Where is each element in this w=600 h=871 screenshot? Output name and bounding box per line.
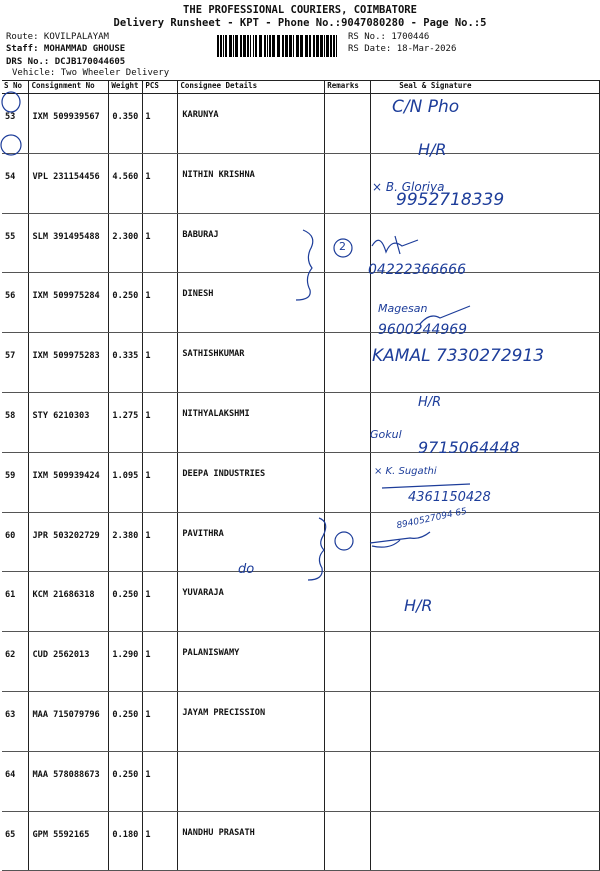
hw-phone-57: 04222366666 xyxy=(368,262,466,278)
circle-mark-53 xyxy=(2,92,20,112)
row-consignee: KARUNYA xyxy=(178,94,325,154)
row-consignment: IXM 509975284 xyxy=(29,273,109,333)
row-weight: 0.335 xyxy=(109,333,143,393)
row-weight: 2.380 xyxy=(109,512,143,572)
row-sno: 54 xyxy=(2,153,29,213)
header-weight: Weight xyxy=(109,81,143,94)
row-remarks xyxy=(325,811,371,871)
row-weight: 1.275 xyxy=(109,392,143,452)
hw-phone-61: 9715064448 xyxy=(418,438,520,457)
hw-phone-63: 8940527094 65 xyxy=(395,506,468,532)
row-pcs: 1 xyxy=(143,333,178,393)
row-consignee: DEEPA INDUSTRIES xyxy=(178,452,325,512)
row-pcs: 1 xyxy=(143,632,178,692)
row-consignment: KCM 21686318 xyxy=(29,572,109,632)
circle-mark-54 xyxy=(1,135,21,155)
hw-phone-62: 4361150428 xyxy=(408,490,491,505)
row-consignee: YUVARAJA xyxy=(178,572,325,632)
row-pcs: 1 xyxy=(143,213,178,273)
rs-date: RS Date: 18-Mar-2026 xyxy=(348,44,457,54)
row-sno: 58 xyxy=(2,392,29,452)
header-consignment: Consignment No xyxy=(29,81,109,94)
staff-label: Staff: MOHAMMAD GHOUSE xyxy=(6,44,126,54)
row-sno: 57 xyxy=(2,333,29,393)
table-row xyxy=(2,811,600,871)
hw-consignee-64: do xyxy=(238,562,255,577)
hw-sig-61: Gokul xyxy=(370,428,402,441)
row-sno: 61 xyxy=(2,572,29,632)
row-consignment: VPL 231154456 xyxy=(29,153,109,213)
row-weight: 1.095 xyxy=(109,452,143,512)
row-sno: 55 xyxy=(2,213,29,273)
row-weight: 0.250 xyxy=(109,273,143,333)
row-weight: 0.250 xyxy=(109,572,143,632)
brace-mark-56-57 xyxy=(296,230,313,300)
row-consignee: DINESH xyxy=(178,273,325,333)
row-consignee: NITHYALAKSHMI xyxy=(178,392,325,452)
row-consignee: NANDHU PRASATH xyxy=(178,811,325,871)
row-weight: 0.180 xyxy=(109,811,143,871)
hw-sig-54: H/R xyxy=(418,140,447,159)
header-consignee: Consignee Details xyxy=(178,81,325,94)
header-pcs: PCS xyxy=(143,81,178,94)
row-weight: 2.300 xyxy=(109,213,143,273)
row-weight: 0.350 xyxy=(109,94,143,154)
header-signature: Seal & Signature xyxy=(371,81,600,94)
row-consignment: IXM 509939424 xyxy=(29,452,109,512)
row-consignment: JPR 503202729 xyxy=(29,512,109,572)
route-label: Route: KOVILPALAYAM xyxy=(6,32,109,42)
row-sno: 59 xyxy=(2,452,29,512)
row-sno: 62 xyxy=(2,632,29,692)
row-consignee: PALANISWAMY xyxy=(178,632,325,692)
hw-sig-65: H/R xyxy=(404,596,433,615)
signature-underline-62 xyxy=(382,484,470,488)
circle-mark-63-64 xyxy=(335,532,353,550)
runsheet-subtitle: Delivery Runsheet - KPT - Phone No.:9047080280 - Page No.:5 xyxy=(113,17,487,29)
hw-phone-58: 9600244969 xyxy=(378,322,468,338)
hw-sig-55: × B. Gloriya xyxy=(372,180,445,194)
row-sno: 63 xyxy=(2,691,29,751)
row-sno: 53 xyxy=(2,94,29,154)
row-consignee: BABURAJ xyxy=(178,213,325,273)
hw-sig-59: KAMAL 7330272913 xyxy=(372,346,545,366)
row-sno: 65 xyxy=(2,811,29,871)
row-signature xyxy=(371,811,600,871)
row-pcs: 1 xyxy=(143,512,178,572)
row-sno: 56 xyxy=(2,273,29,333)
row-pcs: 1 xyxy=(143,572,178,632)
row-pcs: 1 xyxy=(143,751,178,811)
signature-scribble-56 xyxy=(372,236,418,254)
hw-sig-62: × K. Sugathi xyxy=(374,466,437,477)
row-sno: 60 xyxy=(2,512,29,572)
row-pcs: 1 xyxy=(143,94,178,154)
row-sno: 64 xyxy=(2,751,29,811)
row-weight: 0.250 xyxy=(109,691,143,751)
row-consignment: IXM 509975283 xyxy=(29,333,109,393)
vehicle-label: Vehicle: Two Wheeler Delivery xyxy=(12,68,170,78)
row-consignee: NITHIN KRISHNA xyxy=(178,153,325,213)
row-pcs: 1 xyxy=(143,153,178,213)
row-consignee: JAYAM PRECISSION xyxy=(178,691,325,751)
row-consignment: MAA 715079796 xyxy=(29,691,109,751)
row-pcs: 1 xyxy=(143,392,178,452)
row-pcs: 1 xyxy=(143,691,178,751)
hw-sig-58: Magesan xyxy=(378,302,428,315)
hw-phone-55: 9952718339 xyxy=(396,190,505,210)
header-sno: S No xyxy=(2,81,29,94)
row-consignment: STY 6210303 xyxy=(29,392,109,452)
row-consignee: PAVITHRA xyxy=(178,512,325,572)
hw-remark-56-57: 2 xyxy=(339,240,346,253)
row-pcs: 1 xyxy=(143,273,178,333)
brace-mark-63-64 xyxy=(308,518,326,580)
hw-sig-53: C/N Pho xyxy=(392,97,460,117)
row-weight: 0.250 xyxy=(109,751,143,811)
rs-number: RS No.: 1700446 xyxy=(348,32,430,42)
row-pcs: 1 xyxy=(143,452,178,512)
company-title: THE PROFESSIONAL COURIERS, COIMBATORE xyxy=(183,4,417,16)
drs-number: DRS No.: DCJB170044605 xyxy=(6,57,126,67)
signature-scribble-63 xyxy=(370,532,430,547)
row-weight: 4.560 xyxy=(109,153,143,213)
row-consignment: IXM 509939567 xyxy=(29,94,109,154)
row-consignment: GPM 5592165 xyxy=(29,811,109,871)
row-consignment: CUD 2562013 xyxy=(29,632,109,692)
row-consignment: MAA 578088673 xyxy=(29,751,109,811)
row-pcs: 1 xyxy=(143,811,178,871)
row-consignee: SATHISHKUMAR xyxy=(178,333,325,393)
header-remarks: Remarks xyxy=(325,81,371,94)
hw-sig-60: H/R xyxy=(418,395,442,410)
row-consignment: SLM 391495488 xyxy=(29,213,109,273)
row-weight: 1.290 xyxy=(109,632,143,692)
